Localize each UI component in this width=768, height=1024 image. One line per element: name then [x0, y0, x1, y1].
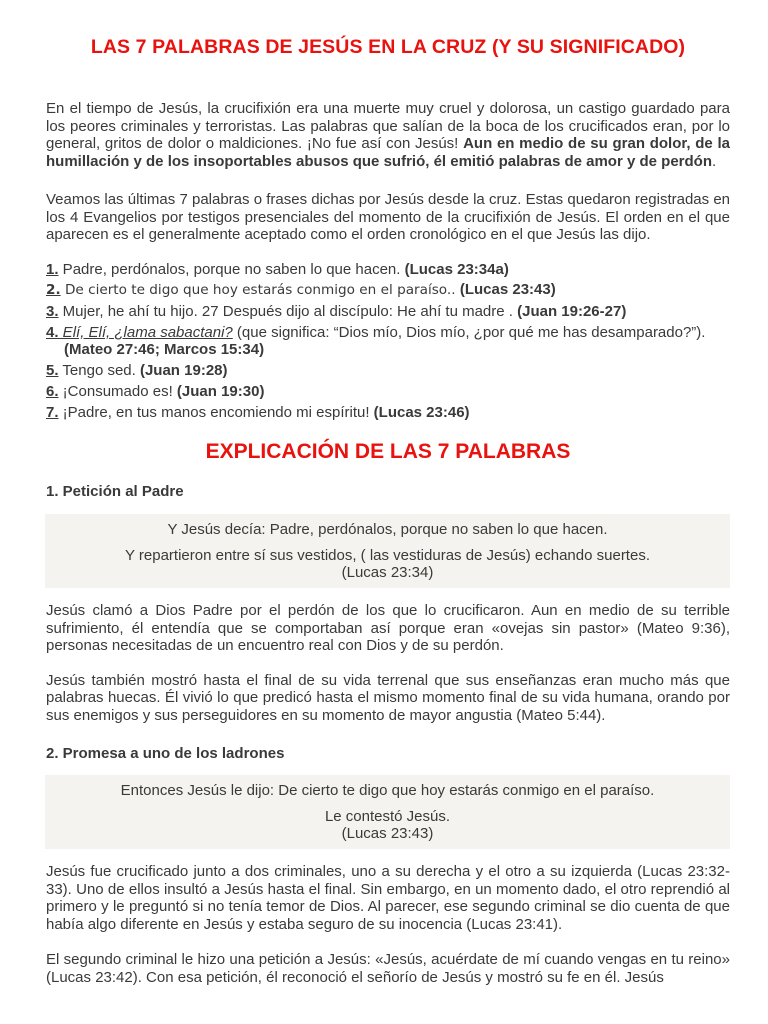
item-text: (que significa: “Dios mío, Dios mío, ¿por qué me has desamparado?”).	[232, 323, 706, 341]
intro-1-text: En el tiempo de Jesús, la crucifixión era una muerte muy cruel y dolorosa, un castigo guardado para los peores criminales y terroristas. Las palabras que salían de la boca de los crucificados eran, por lo general, gritos de dolor o maldiciones. ¡No fue así con Jesús!	[46, 100, 730, 152]
item-number: 6.	[46, 382, 59, 400]
item-reference: (Mateo 27:46; Marcos 15:34)	[64, 341, 265, 359]
list-item	[46, 362, 730, 380]
item-text: De cierto te digo que hoy estarás conmigo en el paraíso..	[60, 282, 460, 299]
item-reference: (Lucas 23:46)	[373, 403, 470, 421]
item-number: 5.	[46, 362, 59, 380]
quote-line-1: Entonces Jesús le dijo: De cierto te digo que hoy estarás conmigo en el paraíso.	[120, 782, 655, 800]
item-italic-text: Elí, Elí, ¿lama sabactani?	[58, 323, 233, 341]
quote-line-2: Le contestó Jesús.	[324, 808, 451, 826]
section-2-paragraph-2: El segundo criminal le hizo una petición a Jesús: «Jesús, acuérdate de mí cuando vengas en tu reino» (Lucas 23:42). Con esa petición, él reconoció el señorío de Jesús y mostró su fe en él. Jesús	[46, 951, 730, 986]
list-item	[46, 281, 730, 300]
item-reference: (Juan 19:28)	[139, 362, 228, 380]
list-item	[46, 303, 730, 321]
intro-1-end: .	[711, 152, 717, 170]
section-1-heading: 1. Petición al Padre	[46, 483, 184, 501]
item-reference: (Lucas 23:34a)	[404, 260, 509, 278]
list-item	[46, 261, 730, 279]
item-text: Tengo sed.	[58, 362, 140, 380]
item-number: 3.	[46, 303, 59, 321]
intro-1-bold: Aun en medio de su gran dolor, de la humillación y de los insoportables abusos que sufrió, él emitió palabras de amor y de perdón	[46, 135, 730, 170]
intro-paragraph-2: Veamos las últimas 7 palabras o frases dichas por Jesús desde la cruz. Estas quedaron registradas en los 4 Evangelios por testigos presenciales del momento de la crucifixión de Jesús. El orden en el que aparecen es el generalmente aceptado como el orden cronológico en el que Jesús las dijo.	[46, 191, 730, 243]
item-text: ¡Consumado es!	[58, 382, 177, 400]
list-item	[46, 404, 730, 422]
item-text: ¡Padre, en tus manos encomiendo mi espíritu!	[58, 403, 374, 421]
intro-paragraph-1	[46, 100, 730, 170]
section-1-paragraph-1: Jesús clamó a Dios Padre por el perdón de los que lo crucificaron. Aun en medio de su terrible sufrimiento, él entendía que se comportaban así porque eran «ovejas sin pastor» (Mateo 9:36), personas necesitadas de un encuentro real con Dios y de su perdón.	[46, 602, 730, 655]
item-reference: (Juan 19:26-27)	[517, 303, 627, 321]
item-text: Padre, perdónalos, porque no saben lo que hacen.	[58, 260, 405, 278]
item-number: 4.	[46, 323, 59, 341]
item-reference: (Juan 19:30)	[176, 382, 265, 400]
quote-reference: (Lucas 23:43)	[341, 825, 434, 843]
list-item	[46, 324, 730, 359]
page-title: LAS 7 PALABRAS DE JESÚS EN LA CRUZ (Y SU SIGNIFICADO)	[90, 36, 686, 58]
quote-line-2: Y repartieron entre sí sus vestidos, ( las vestiduras de Jesús) echando suertes.	[125, 547, 650, 565]
seven-words-list	[46, 261, 730, 422]
explanation-subtitle: EXPLICACIÓN DE LAS 7 PALABRAS	[205, 440, 571, 464]
section-2-paragraph-1: Jesús fue crucificado junto a dos criminales, uno a su derecha y el otro a su izquierda (Lucas 23:32-33). Uno de ellos insultó a Jesús hasta el final. Sin embargo, en un momento dado, el otro reprendió al primero y le preguntó si no tenía temor de Dios. Al parecer, ese segundo criminal se dio cuenta de que había algo diferente en Jesús y estaba seguro de su inocencia (Lucas 23:41).	[46, 863, 730, 933]
quote-reference: (Lucas 23:34)	[341, 564, 434, 582]
item-reference: (Lucas 23:43)	[459, 281, 556, 299]
item-number: 7.	[46, 403, 59, 421]
list-item	[46, 383, 730, 401]
item-text: Mujer, he ahí tu hijo. 27 Después dijo al discípulo: He ahí tu madre .	[58, 303, 518, 321]
section-1-quote	[45, 514, 730, 588]
section-2-quote	[45, 775, 730, 849]
item-number: 1.	[46, 260, 59, 278]
item-number: 2.	[46, 282, 61, 299]
quote-line-1: Y Jesús decía: Padre, perdónalos, porque no saben lo que hacen.	[167, 521, 608, 539]
section-1-paragraph-2: Jesús también mostró hasta el final de su vida terrenal que sus enseñanzas eran mucho más que palabras huecas. Él vivió lo que predicó hasta el mismo momento final de su vida humana, orando por sus enemigos y sus perseguidores en su momento de mayor angustia (Mateo 5:44).	[46, 671, 730, 724]
section-2-heading: 2. Promesa a uno de los ladrones	[46, 745, 285, 763]
